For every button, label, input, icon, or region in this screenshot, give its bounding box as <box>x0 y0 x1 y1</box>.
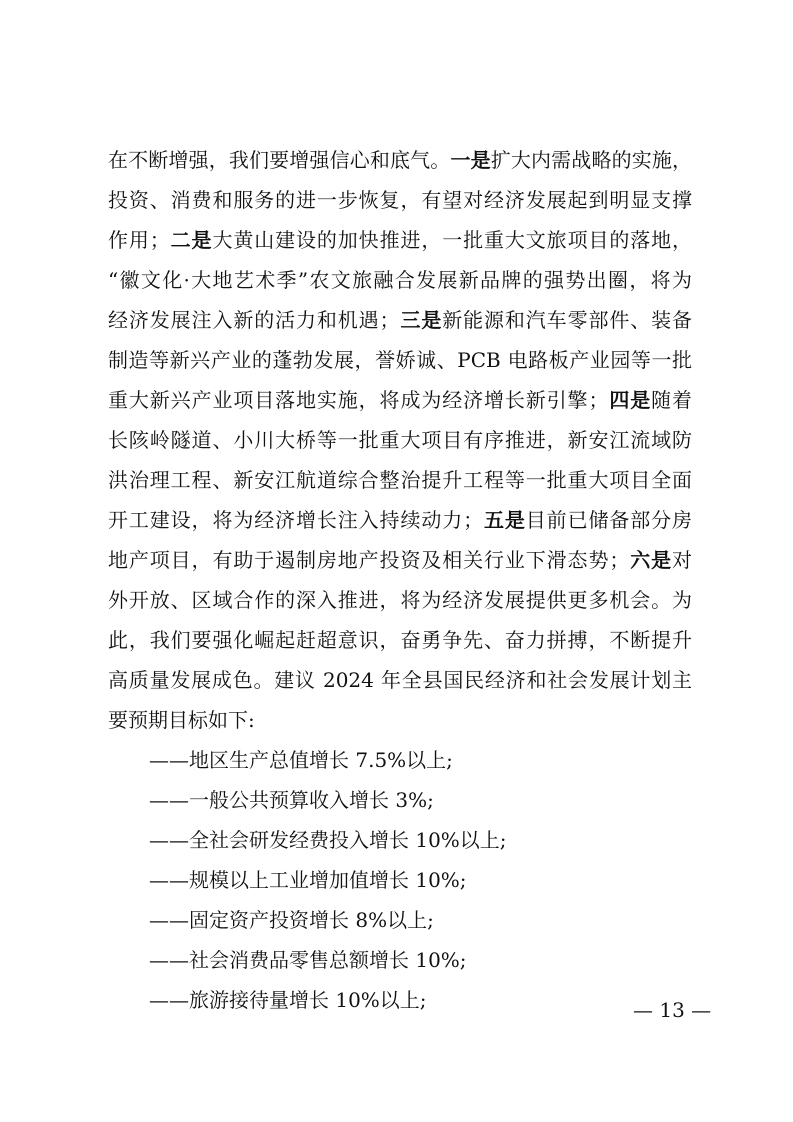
body-line-7 <box>108 382 692 418</box>
body-line-3 <box>108 222 692 258</box>
target-item: ——全社会研发经费投入增长 10%以上; <box>149 828 507 852</box>
body-line-2: 投资、消费和服务的进一步恢复，有望对经济发展起到明显支撑 <box>108 188 692 212</box>
emphasis-one: 一是 <box>450 148 491 172</box>
emphasis-two: 二是 <box>169 228 213 252</box>
body-line-14: 高质量发展成色。建议 2024 年全县国民经济和社会发展计划主 <box>108 668 692 692</box>
target-item: ——一般公共预算收入增长 3%; <box>149 788 434 812</box>
target-item: ——社会消费品零售总额增长 10%; <box>149 948 467 972</box>
emphasis-six: 六是 <box>629 548 673 572</box>
body-line-9: 洪治理工程、新安江航道综合整治提升工程等一批重大项目全面 <box>108 468 692 492</box>
text-run: 大黄山建设的加快推进，一批重大文旅项目的落地， <box>212 228 693 252</box>
body-line-12: 外开放、区域合作的深入推进，将为经济发展提供更多机会。为 <box>108 588 692 612</box>
body-line-8: 长陔岭隧道、小川大桥等一批重大项目有序推进，新安江流域防 <box>108 428 692 452</box>
target-item: ——旅游接待量增长 10%以上; <box>149 988 427 1012</box>
target-item: ——规模以上工业增加值增长 10%; <box>149 868 467 892</box>
body-line-4: “徽文化·大地艺术季”农文旅融合发展新品牌的强势出圈，将为 <box>108 268 692 292</box>
body-line-15: 要预期目标如下: <box>108 708 255 732</box>
text-run: 地产项目，有助于遏制房地产投资及相关行业下滑态势； <box>108 548 630 572</box>
body-line-1 <box>108 142 692 178</box>
text-run: 新能源和汽车零部件、装备 <box>442 308 693 332</box>
body-line-10 <box>108 502 692 538</box>
text-run: 重大新兴产业项目落地实施，将成为经济增长新引擎； <box>108 388 609 412</box>
emphasis-four: 四是 <box>608 388 652 412</box>
body-line-13: 此，我们要强化崛起赶超意识，奋勇争先、奋力拼搏，不断提升 <box>108 628 692 652</box>
emphasis-three: 三是 <box>399 308 443 332</box>
text-run: 对 <box>672 548 693 572</box>
body-line-11 <box>108 542 692 578</box>
emphasis-five: 五是 <box>483 508 526 532</box>
target-item: ——地区生产总值增长 7.5%以上; <box>149 748 453 772</box>
text-run: 在不断增强，我们要增强信心和底气。 <box>108 148 451 172</box>
page-number: — 13 — <box>633 998 712 1022</box>
text-run: 扩大内需战略的实施， <box>490 148 693 172</box>
body-line-5 <box>108 302 692 338</box>
text-run: 随着 <box>651 388 693 412</box>
body-line-6: 制造等新兴产业的蓬勃发展，誉娇诚、PCB 电路板产业园等一批 <box>108 348 692 372</box>
text-run: 开工建设，将为经济增长注入持续动力； <box>108 508 484 532</box>
target-item: ——固定资产投资增长 8%以上; <box>149 908 434 932</box>
text-run: 目前已储备部分房 <box>525 508 693 532</box>
text-run: 经济发展注入新的活力和机遇； <box>108 308 400 332</box>
text-run: 作用； <box>108 228 170 252</box>
